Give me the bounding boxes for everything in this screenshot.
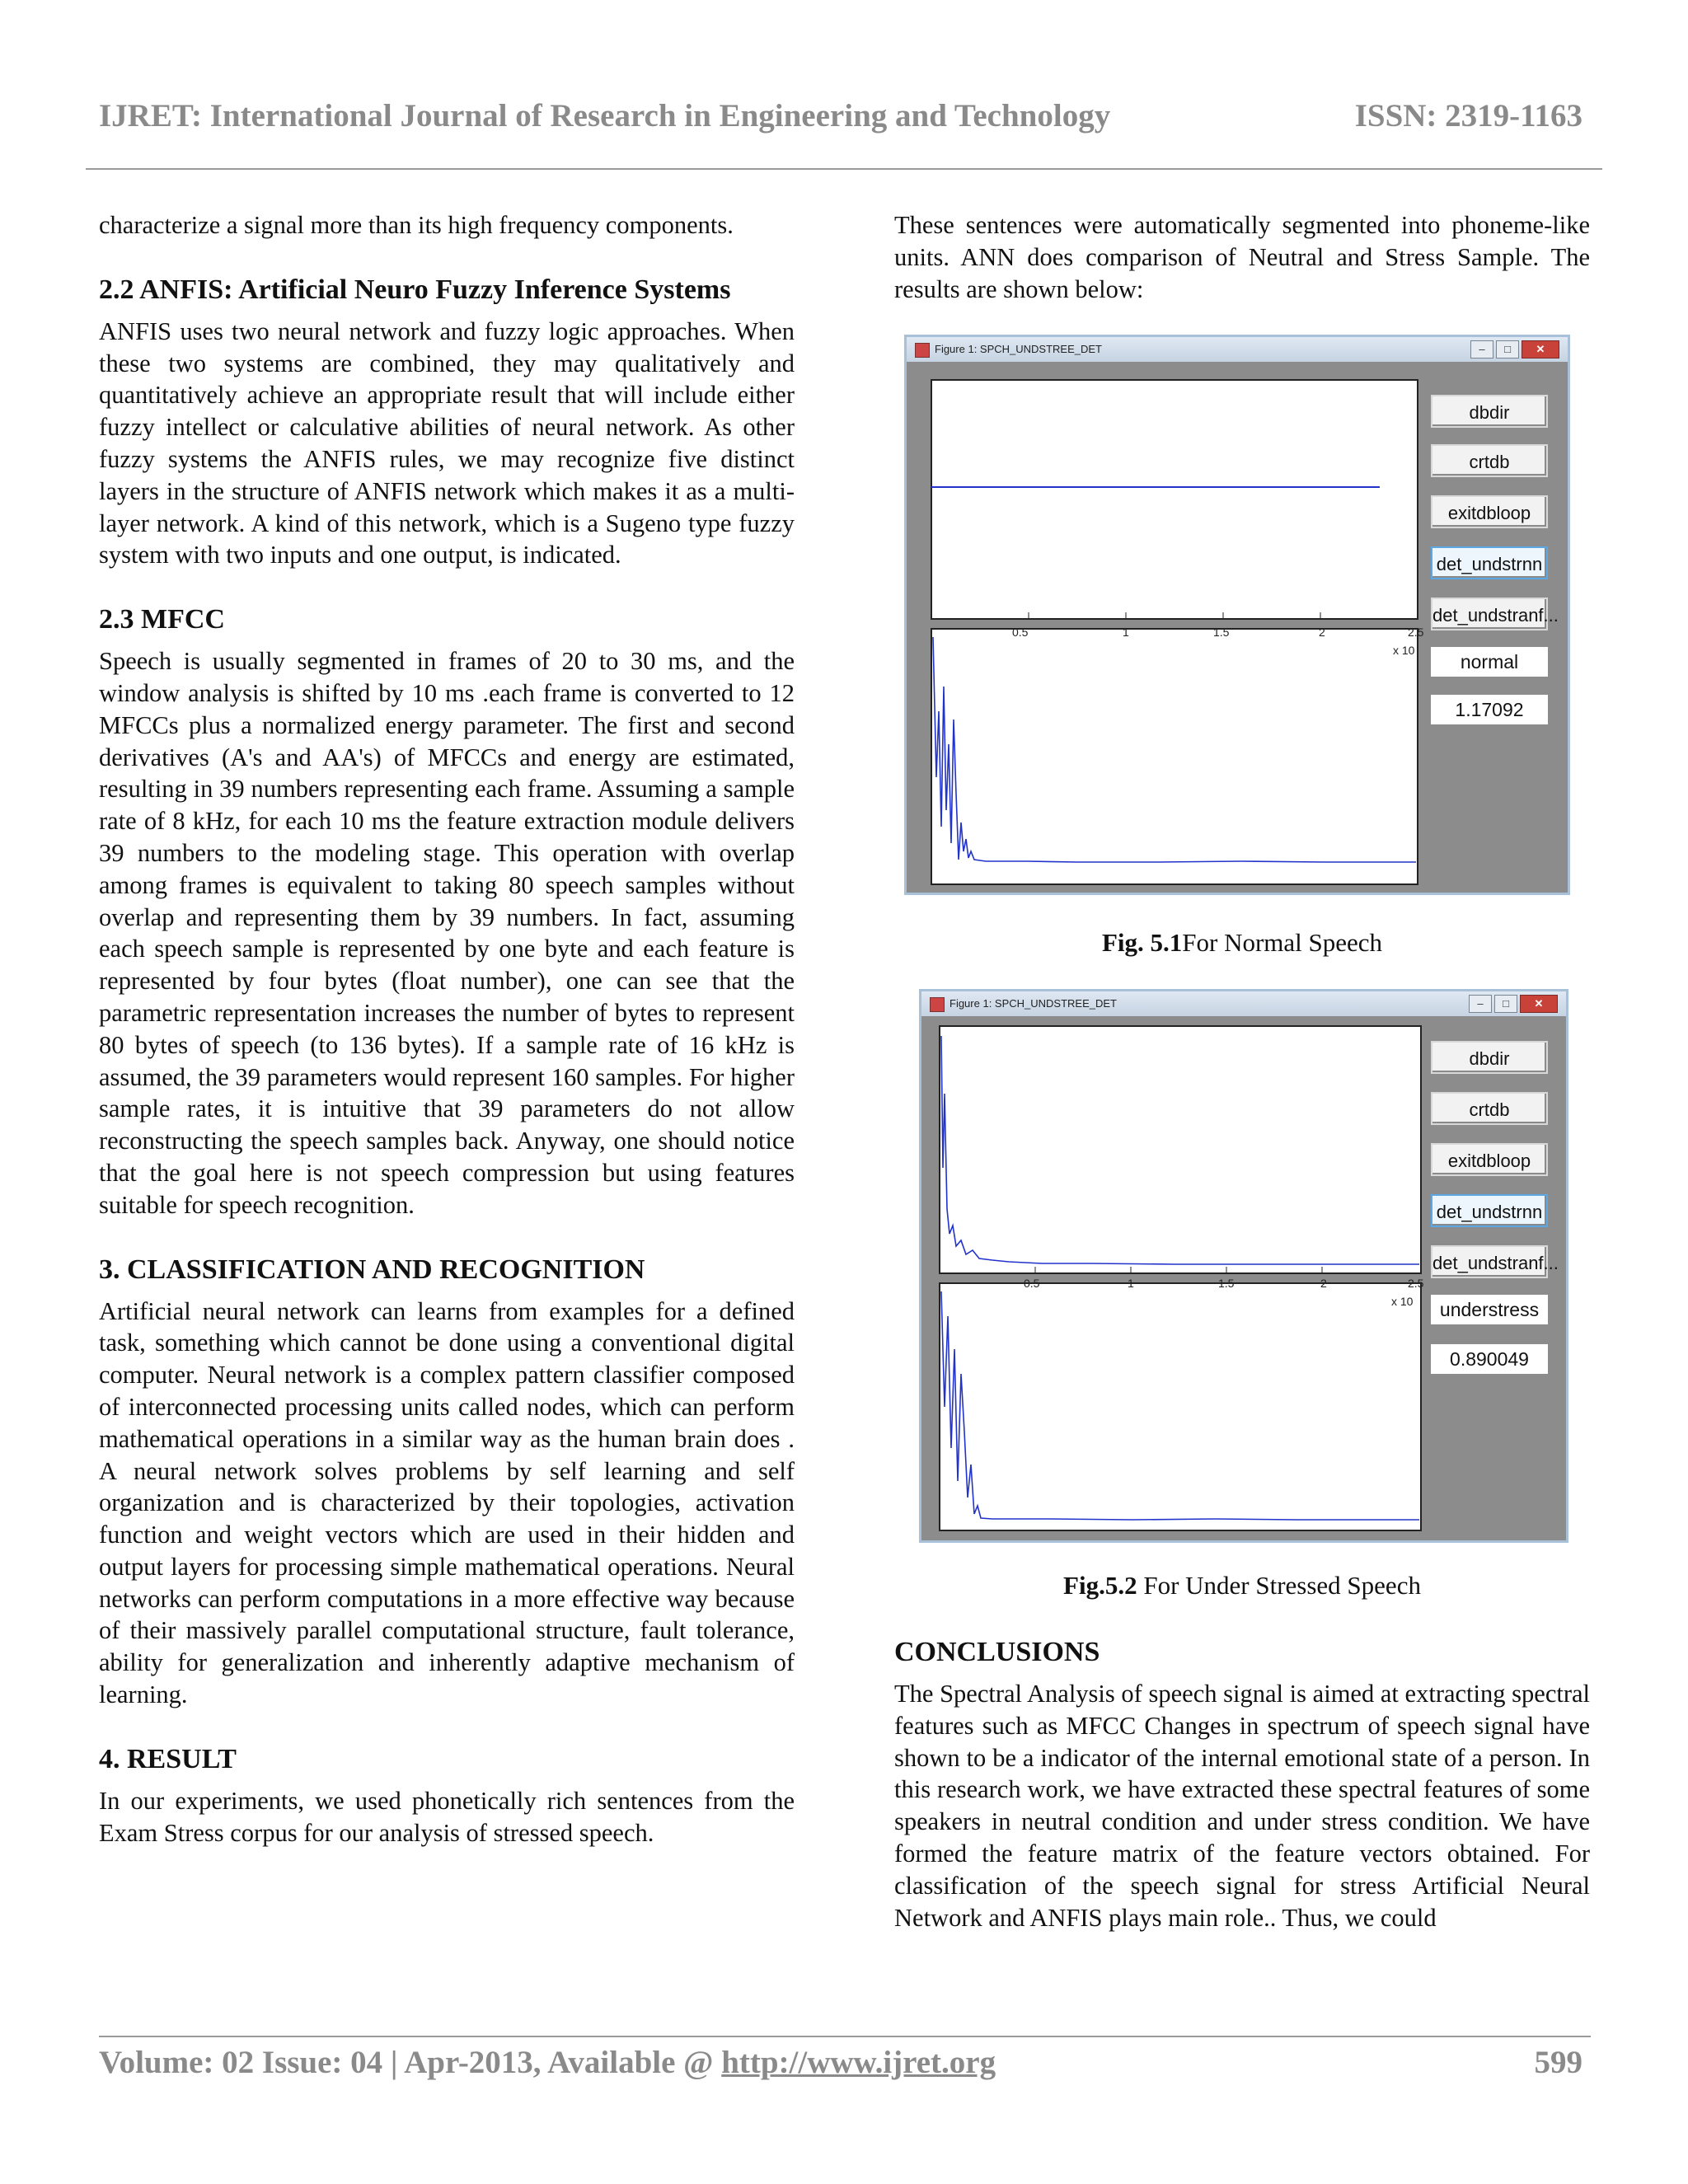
section-heading-mfcc: 2.3 MFCC	[99, 604, 225, 635]
section-heading-result: 4. RESULT	[99, 1743, 237, 1774]
crtdb-button[interactable]: crtdb	[1431, 1092, 1548, 1125]
axis-multiplier: x 10	[1391, 1295, 1414, 1308]
tick-label: 0.5	[1024, 1277, 1040, 1290]
minimize-icon[interactable]: –	[1470, 340, 1493, 359]
anfis-paragraph: ANFIS uses two neural network and fuzzy logic approaches. When these two systems are combined, they may qualitatively and quantitatively achieve an appropriate result that will include either fuzzy intellect or calculative abilities of neural network. As other fuzzy systems the ANFIS rules, we may recognize five distinct layers in the structure of ANFIS network which makes it as a multi-layer network. A kind of this network, which is a Sugeno type fuzzy system with two inputs and one output, is indicated.	[99, 316, 795, 569]
section-heading-conclusions: CONCLUSIONS	[894, 1637, 1100, 1667]
classification-output: normal	[1431, 647, 1548, 677]
matlab-icon	[915, 343, 930, 358]
tick-label: 1.5	[1218, 1277, 1235, 1290]
footer-rule	[99, 2036, 1591, 2037]
journal-title: IJRET: International Journal of Research in Engineering and Technology	[99, 98, 1111, 134]
mfcc-paragraph: Speech is usually segmented in frames of 20 to 30 ms, and the window analysis is shifted by 10 ms .each frame is converted to 12 MFCCs plus a normalized energy parameter. The first and second derivatives (A's and AA's) of MFCCs and energy are estimated, resulting in 39 numbers representing each frame. Assuming a sample rate of 8 kHz, for each 10 ms the feature extraction module delivers 39 numbers to the modeling stage. This operation with overlap among frames is equivalent to taking 80 speech samples without overlap and representing them by 39 numbers. In fact, assuming each speech sample is represented by one byte and each feature is represented by four bytes (float number), one can see that the parametric representation increases the number of bytes to represent 80 bytes of speech (to 136 bytes). If a sample rate of 16 kHz is assumed, the 39 parameters would represent 160 samples. For higher sample rates, it is intuitive that 39 parameters do not allow reconstructing the speech samples back. Anyway, one should notice that the goal here is not speech compression but using features suitable for speech recognition.	[99, 647, 795, 1219]
caption-text: For Normal Speech	[1182, 928, 1383, 957]
figure-window-normal	[904, 335, 1570, 895]
tick-label: 2	[1320, 1277, 1327, 1290]
bottom-axes	[940, 1283, 1421, 1530]
tick-label: 1	[1128, 1277, 1134, 1290]
minimize-icon[interactable]: –	[1469, 995, 1492, 1013]
tick-label: 1	[1123, 626, 1129, 639]
figure-caption-1	[894, 928, 1590, 958]
exitdbloop-button[interactable]: exitdbloop	[1431, 1143, 1548, 1176]
page-number: 599	[1534, 2045, 1582, 2080]
section-heading-classification: 3. CLASSIFICATION AND RECOGNITION	[99, 1254, 645, 1285]
dbdir-button[interactable]: dbdir	[1431, 395, 1548, 428]
conclusions-paragraph: The Spectral Analysis of speech signal is aimed at extracting spectral features such as MFCC Changes in spectrum of speech signal have shown to be a indicator of the internal emotional state of a person. In this research work, we have extracted these spectral features of some speakers in neutral condition and under stress condition. We have formed the feature matrix of the feature vectors obtained. For classification of the speech signal for stress Artificial Neural Network and ANFIS plays main role.. Thus, we could	[894, 1680, 1590, 1932]
det-undstrnn-button[interactable]: det_undstrnn	[1431, 1194, 1548, 1227]
tick-label: 1.5	[1213, 626, 1230, 639]
exitdbloop-button[interactable]: exitdbloop	[1431, 495, 1548, 528]
tick-label: 0.5	[1012, 626, 1029, 639]
score-output: 1.17092	[1431, 695, 1548, 724]
maximize-icon[interactable]: □	[1494, 995, 1517, 1013]
matlab-icon	[930, 997, 945, 1012]
figure-window-stressed	[919, 989, 1568, 1543]
figure-caption-2	[894, 1571, 1590, 1601]
header-rule	[86, 168, 1602, 170]
tick-label: 2.5	[1408, 626, 1424, 639]
classification-output: understress	[1431, 1295, 1548, 1324]
score-output: 0.890049	[1431, 1344, 1548, 1374]
plot-area	[926, 1019, 1424, 1540]
tick-label: 2.5	[1408, 1277, 1424, 1290]
window-controls	[1469, 995, 1558, 1013]
figure-titlebar	[921, 991, 1566, 1016]
crtdb-button[interactable]: crtdb	[1431, 444, 1548, 477]
det-undstrnn-button[interactable]: det_undstrnn	[1431, 546, 1548, 579]
close-icon[interactable]: ✕	[1520, 995, 1558, 1013]
det-undstranf-button[interactable]: det_undstranf...	[1431, 1245, 1548, 1278]
footer-volume-text: Volume: 02 Issue: 04 | Apr-2013, Available @	[99, 2045, 722, 2080]
close-icon[interactable]: ✕	[1522, 340, 1559, 359]
window-controls	[1470, 340, 1559, 359]
plot-area	[912, 365, 1426, 893]
conclusions-section	[894, 1635, 1590, 1933]
bottom-axes	[931, 629, 1418, 884]
maximize-icon[interactable]: □	[1496, 340, 1519, 359]
figure-window-title: Figure 1: SPCH_UNDSTREE_DET	[950, 997, 1117, 1010]
det-undstranf-button[interactable]: det_undstranf...	[1431, 598, 1548, 630]
dbdir-button[interactable]: dbdir	[1431, 1041, 1548, 1074]
left-column	[99, 209, 795, 1849]
right-column-intro	[894, 209, 1590, 305]
top-axes	[940, 1026, 1421, 1273]
top-axes	[931, 380, 1418, 619]
caption-label: Fig.5.2	[1063, 1571, 1137, 1600]
intro-paragraph: characterize a signal more than its high frequency components.	[99, 211, 734, 239]
issn: ISSN: 2319-1163	[1354, 98, 1582, 134]
classification-paragraph: Artificial neural network can learns from examples for a defined task, something which cannot be done using a conventional digital computer. Neural network is a complex pattern classifier composed of interconnected processing units called nodes, which can perform mathematical operations in a similar way as the human brain does . A neural network solves problems by self learning and self organization and is characterized by their topologies, activation function and weight vectors which are used in their hidden and output layers for processing simple mathematical operations. Neural networks can perform computations in a more effective way because of their massively parallel computational structure, fault tolerance, ability for generalization and inherently adaptive mechanism of learning.	[99, 1296, 795, 1709]
caption-label: Fig. 5.1	[1101, 928, 1183, 957]
caption-text: For Under Stressed Speech	[1137, 1571, 1421, 1600]
footer-volume	[99, 2044, 996, 2081]
axis-multiplier: x 10	[1393, 644, 1415, 657]
tick-label: 2	[1319, 626, 1325, 639]
result-paragraph: In our experiments, we used phonetically rich sentences from the Exam Stress corpus for our analysis of stressed speech.	[99, 1786, 795, 1847]
figure-window-title: Figure 1: SPCH_UNDSTREE_DET	[935, 343, 1102, 355]
section-heading-anfis: 2.2 ANFIS: Artificial Neuro Fuzzy Inference Systems	[99, 274, 731, 305]
footer-link[interactable]: http://www.ijret.org	[721, 2045, 996, 2080]
figure-titlebar	[907, 337, 1568, 362]
right-intro-paragraph: These sentences were automatically segmented into phoneme-like units. ANN does comparison of Neutral and Stress Sample. The results are shown below:	[894, 211, 1590, 303]
